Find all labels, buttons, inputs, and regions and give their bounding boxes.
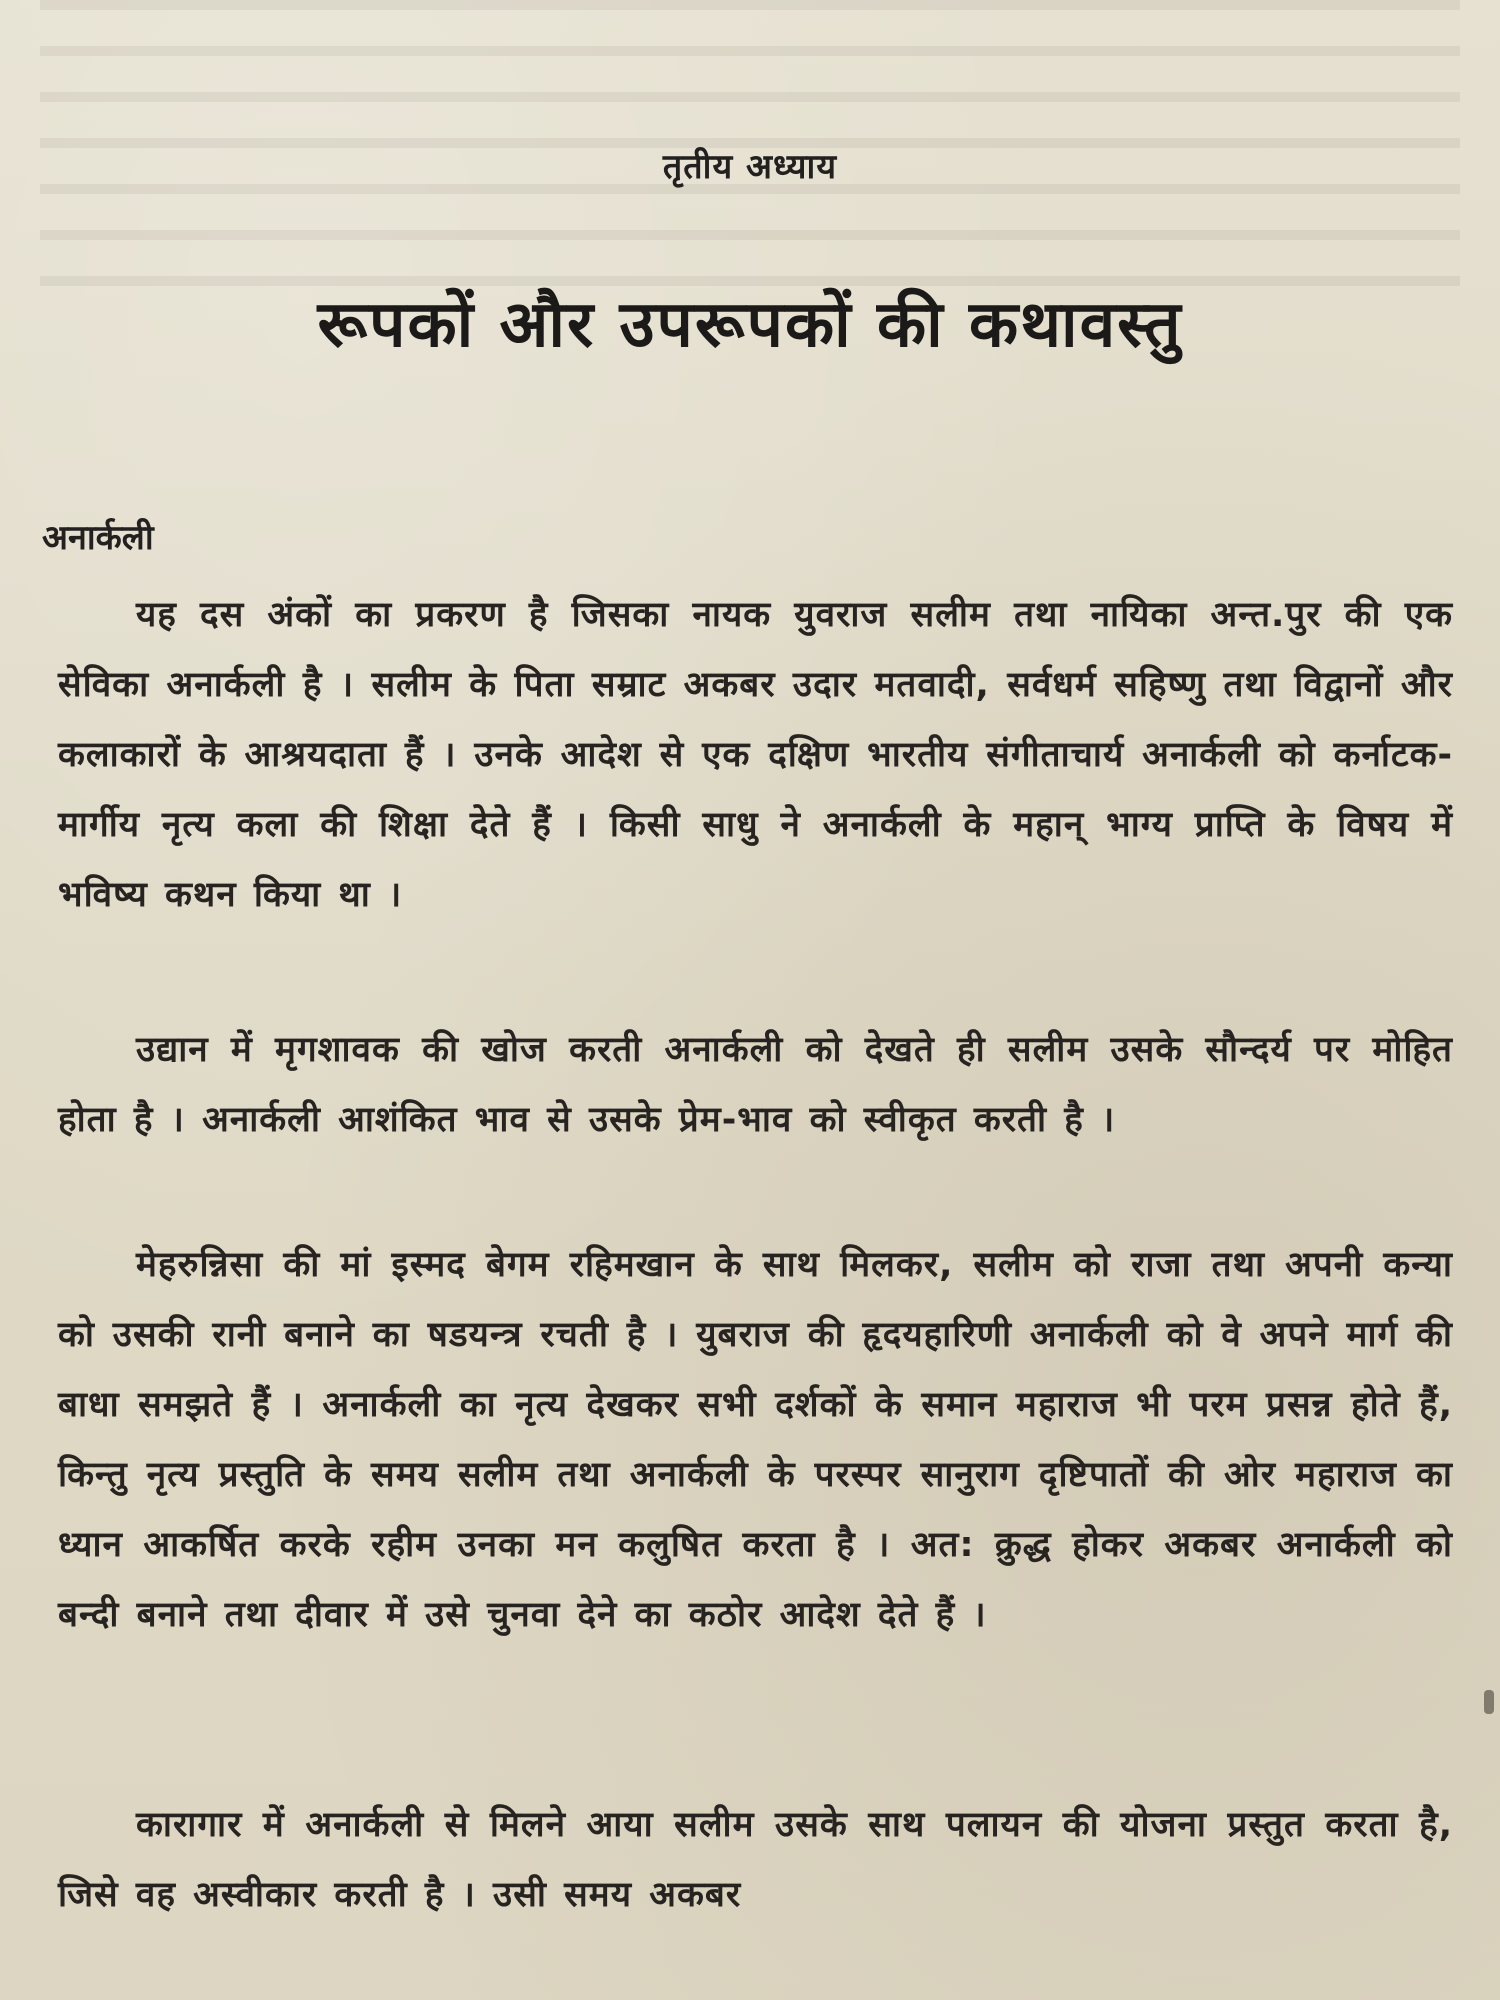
paragraph-4 [58, 1790, 1453, 1930]
page-title: रूपकों और उपरूपकों की कथावस्तु [317, 288, 1183, 362]
paragraph-1 [58, 580, 1453, 930]
section-heading: अनार्कली [42, 518, 154, 558]
ink-smudge [1484, 1690, 1494, 1714]
paragraph-3 [58, 1230, 1453, 1650]
paragraph-text: उद्यान में मृगशावक की खोज करती अनार्कली को देखते ही सलीम उसके सौन्दर्य पर मोहित होता है । अनार्कली आशंकित भाव से उसके प्रेम-भाव को स्वीकृत करती है । [58, 1030, 1453, 1140]
paragraph-text: मेहरुन्निसा की मां इस्मद बेगम रहिमखान के साथ मिलकर, सलीम को राजा तथा अपनी कन्या को उसकी रानी बनाने का षडयन्त्र रचती है । युबराज की हृदयहारिणी अनार्कली को वे अपने मार्ग की बाधा समझते हैं । अनार्कली का नृत्य देखकर सभी दर्शकों के समान महाराज भी परम प्रसन्न होते हैं, किन्तु नृत्य प्रस्तुति के समय सलीम तथा अनार्कली के परस्पर सानुराग दृष्टिपातों की ओर महाराज का ध्यान आकर्षित करके रहीम उनका मन कलुषित करता है । अत: क्रुद्ध होकर अकबर अनार्कली को बन्दी बनाने तथा दीवार में उसे चुनवा देने का कठोर आदेश देते हैं । [58, 1245, 1453, 1635]
paragraph-2 [58, 1015, 1453, 1155]
paragraph-text: कारागार में अनार्कली से मिलने आया सलीम उसके साथ पलायन की योजना प्रस्तुत करता है, जिसे वह अस्वीकार करती है । उसी समय अकबर [58, 1805, 1453, 1915]
chapter-label: तृतीय अध्याय [662, 147, 838, 187]
paragraph-text: यह दस अंकों का प्रकरण है जिसका नायक युवराज सलीम तथा नायिका अन्त.पुर की एक सेविका अनार्कली है । सलीम के पिता सम्राट अकबर उदार मतवादी, सर्वधर्म सहिष्णु तथा विद्वानों और कलाकारों के आश्रयदाता हैं । उनके आदेश से एक दक्षिण भारतीय संगीताचार्य अनार्कली को कर्नाटक-मार्गीय नृत्य कला की शिक्षा देते हैं । किसी साधु ने अनार्कली के महान् भाग्य प्राप्ति के विषय में भविष्य कथन किया था । [58, 595, 1453, 915]
